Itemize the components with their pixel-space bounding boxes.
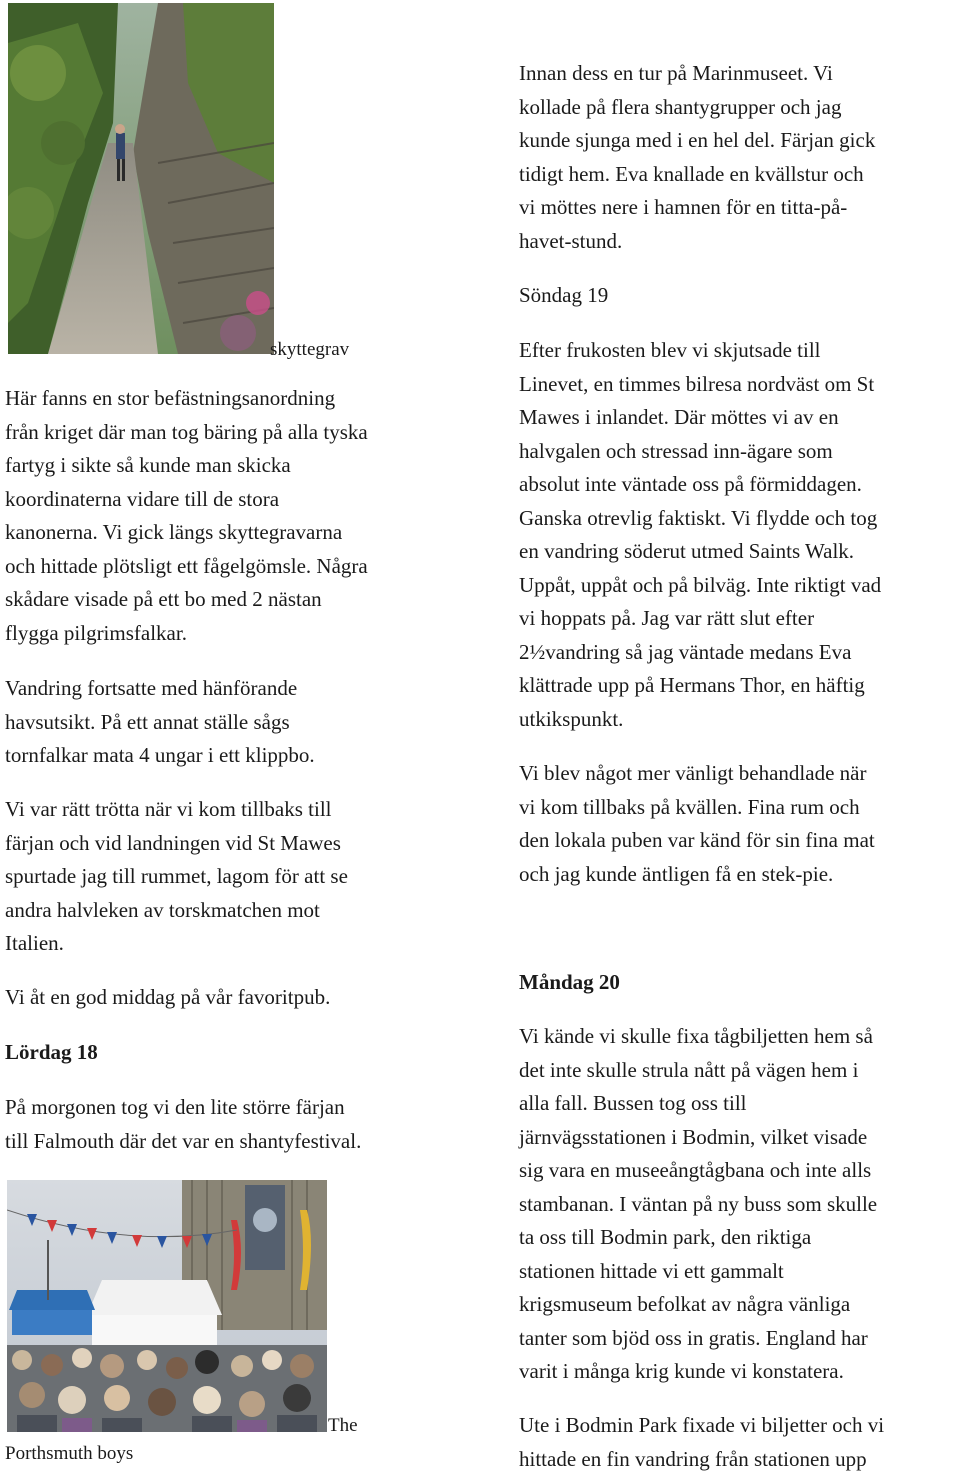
photo-caption-part2: Porthsmuth boys <box>5 1443 134 1464</box>
photo-caption: skyttegrav <box>270 339 350 360</box>
heading-mandag: Måndag 20 <box>519 970 620 994</box>
paragraph-mandag-1: Vi kände vi skulle fixa tågbiljetten hem så det inte skulle strula nått på vägen hem i alla fall. Bussen tog oss till järnvägsstationen i Bodmin, vilket visade sig vara en museeångtågbana och inte alls stambanan. I väntan på ny buss som skulle ta oss till Bodmin park, den riktiga stationen hittade vi ett gammalt krigsmuseum befolkat av några vänliga tanter som bjöd oss in gratis. England har varit i många krig kunde vi konstatera. <box>519 1024 878 1383</box>
paragraph-fortification: Här fanns en stor befästningsanordning från kriget där man tog bäring på alla tyska fartyg i sikte så kunde man skicka koordinaterna vidare till de stora kanonerna. Vi gick längs skyttegravarna och hittade plötsligt ett fågelgömsle. Några skådare visade på ett bo med 2 nästan flygga pilgrimsfalkar. <box>5 386 368 645</box>
paragraph-return: Vi var rätt trötta när vi kom tillbaks till färjan och vid landningen vid St Mawes spurtade jag till rummet, lagom för att se andra halvleken av torskmatchen mot Italien. <box>5 797 348 955</box>
shanty-festival-photo <box>7 1180 327 1432</box>
photo-caption-part1: The <box>328 1415 358 1436</box>
paragraph-dinner: Vi åt en god middag på vår favoritpub. <box>5 985 331 1009</box>
paragraph-mandag-2: Ute i Bodmin Park fixade vi biljetter och vi hittade en fin vandring från stationen upp <box>519 1413 885 1471</box>
paragraph-intro: Innan dess en tur på Marinmuseet. Vi kollade på flera shantygrupper och jag kunde sjunga med i en hel del. Färjan gick tidigt hem. Eva knallade en kvällstur och vi möttes nere i hamnen för en titta-på- havet-stund. <box>519 61 876 253</box>
heading-sondag: Söndag 19 <box>519 283 609 307</box>
paragraph-sondag-2: Vi blev något mer vänligt behandlade när vi kom tillbaks på kvällen. Fina rum och den lokala puben var känd för sin fina mat och jag kunde äntligen få en stek-pie. <box>519 761 875 886</box>
paragraph-lordag: På morgonen tog vi den lite större färjan till Falmouth där det var en shantyfestival. <box>5 1095 362 1153</box>
trench-path-photo <box>8 3 274 354</box>
heading-lordag: Lördag 18 <box>5 1040 98 1064</box>
paragraph-hike: Vandring fortsatte med hänförande havsutsikt. På ett annat ställe sågs tornfalkar mata 4 ungar i ett klippbo. <box>5 676 315 767</box>
paragraph-sondag-1: Efter frukosten blev vi skjutsade till Linevet, en timmes bilresa nordväst om St Mawes i inlandet. Där möttes vi av en halvgalen och stressad inn-ägare som absolut inte väntade oss på förmiddagen. Ganska otrevlig faktiskt. Vi flydde och tog en vandring söderut utmed Saints Walk. Uppåt, uppåt och på bilväg. Inte riktigt vad vi hoppats på. Jag var rätt slut efter 2½vandring så jag väntade medans Eva klättrade upp på Hermans Thor, en häftig utkikspunkt. <box>519 338 882 731</box>
